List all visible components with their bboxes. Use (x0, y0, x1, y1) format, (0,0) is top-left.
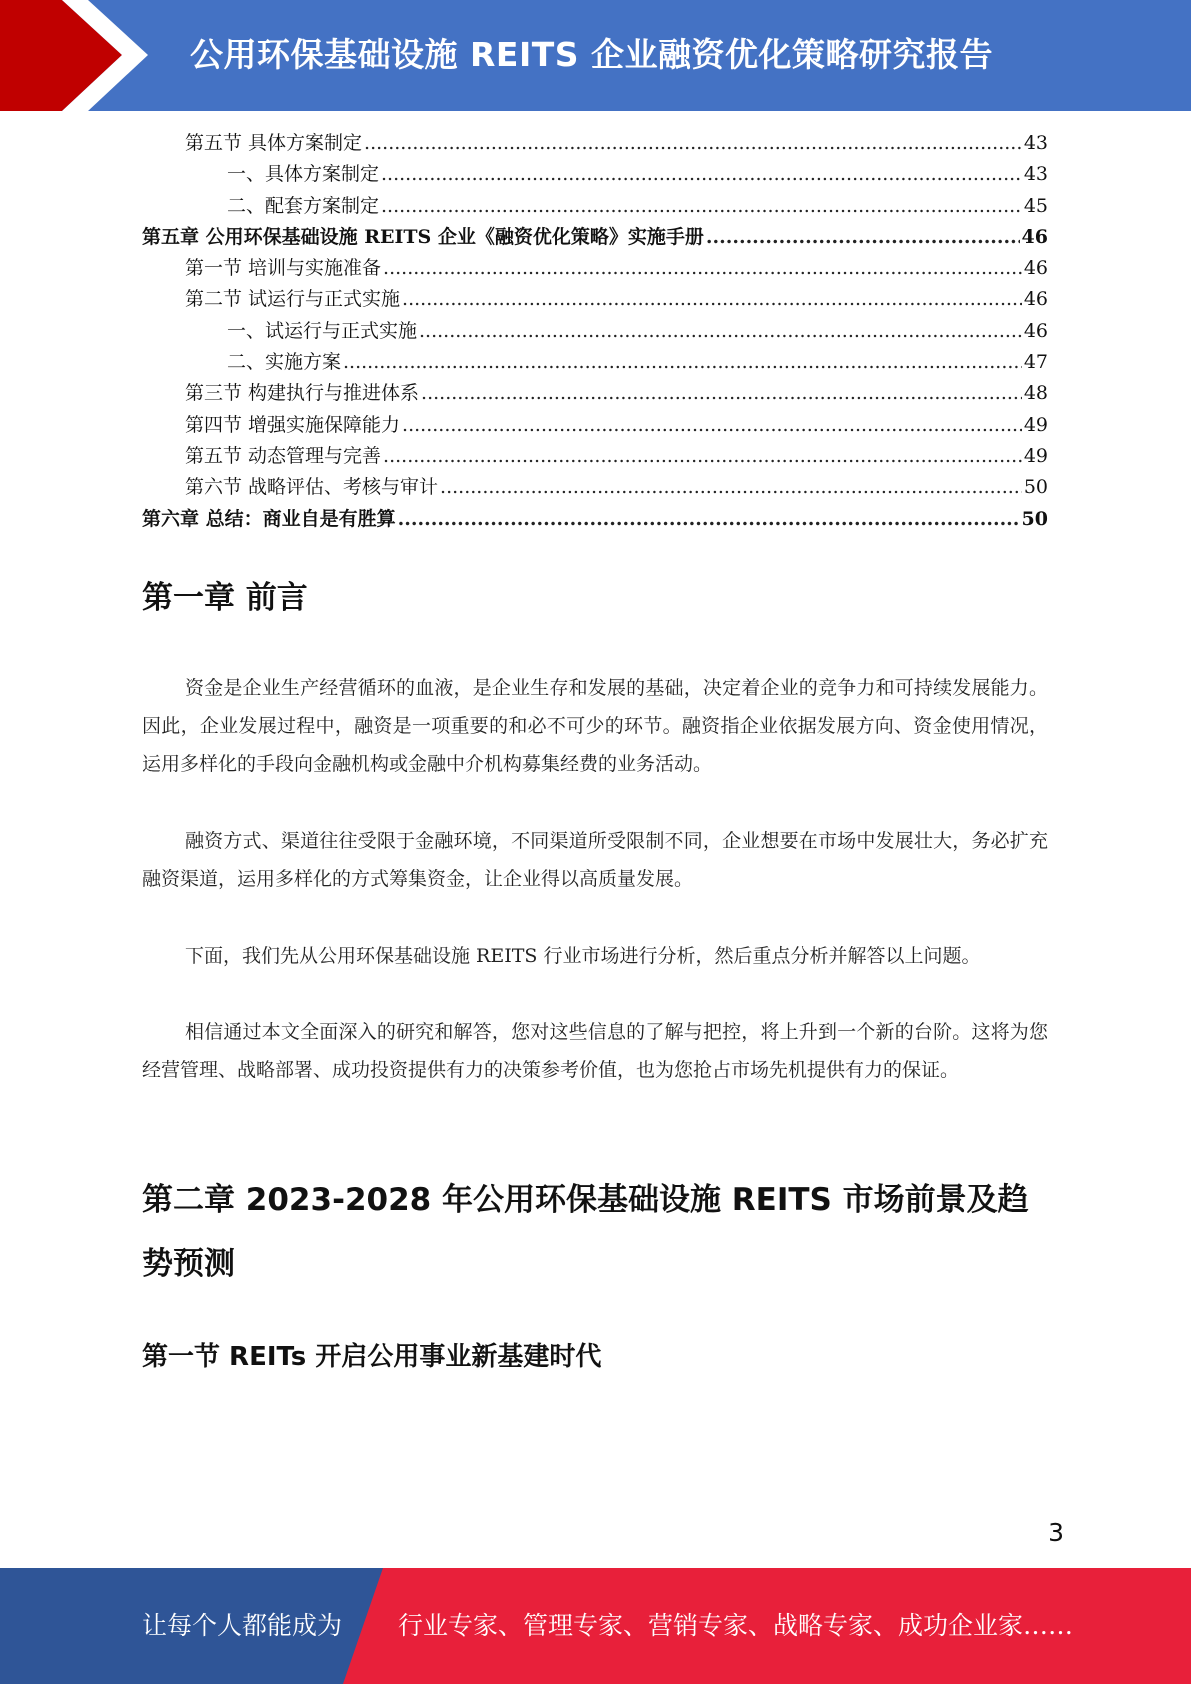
toc-entry-page: 43 (1023, 163, 1048, 186)
toc-entry-title: 第三节 构建执行与推进体系 (185, 382, 420, 405)
toc-entry-title: 第四节 增强实施保障能力 (185, 413, 401, 436)
toc-entry-page: 50 (1021, 507, 1048, 530)
toc-entry-title: 二、配套方案制定 (227, 194, 380, 217)
toc-dot-leader (398, 504, 1020, 535)
toc-entry-page: 46 (1023, 319, 1048, 342)
chapter-1-paragraph-2: 融资方式、渠道往往受限于金融环境，不同渠道所受限制不同，企业想要在市场中发展壮大，务必扩充融资渠道，运用多样化的方式筹集资金，让企业得以高质量发展。 (142, 830, 1048, 890)
chapter-2-section-1-heading: 第一节 REITs 开启公用事业新基建时代 (142, 1342, 602, 1372)
toc-entry[interactable] (142, 504, 1048, 535)
toc-entry-title: 一、具体方案制定 (227, 163, 380, 186)
toc-entry[interactable] (142, 191, 1048, 222)
toc-entry[interactable] (142, 410, 1048, 441)
toc-entry-title: 第二节 试运行与正式实施 (185, 288, 401, 311)
toc-entry-title: 第五章 公用环保基础设施 REITS 企业《融资优化策略》实施手册 (142, 225, 704, 248)
toc-dot-leader (383, 253, 1022, 284)
toc-entry-page: 45 (1023, 194, 1048, 217)
chapter-1-heading: 第一章 前言 (142, 580, 308, 616)
chapter-2-heading: 第二章 2023-2028 年公用环保基础设施 REITS 市场前景及趋势预测 (142, 1182, 1029, 1282)
toc-entry-title: 第六章 总结：商业自是有胜算 (142, 507, 396, 530)
toc-entry-title: 一、试运行与正式实施 (227, 319, 418, 342)
toc-entry-title: 第六节 战略评估、考核与审计 (185, 476, 439, 499)
toc-entry[interactable] (142, 316, 1048, 347)
chapter-1-paragraph-3: 下面，我们先从公用环保基础设施 REITS 行业市场进行分析，然后重点分析并解答以上问题。 (185, 945, 981, 967)
toc-entry[interactable] (142, 222, 1048, 253)
page-footer (0, 1568, 1191, 1684)
toc-entry-page: 49 (1023, 444, 1048, 467)
toc-dot-leader (383, 441, 1022, 472)
toc-entry[interactable] (142, 472, 1048, 503)
footer-slogan-left: 让每个人都能成为 (142, 1611, 343, 1640)
toc-dot-leader (381, 159, 1022, 190)
toc-entry[interactable] (142, 378, 1048, 409)
toc-entry-page: 50 (1023, 476, 1048, 499)
report-title: 公用环保基础设施 REITS 企业融资优化策略研究报告 (190, 35, 993, 74)
toc-entry[interactable] (142, 347, 1048, 378)
toc-dot-leader (440, 472, 1022, 503)
toc-entry[interactable] (142, 284, 1048, 315)
toc-entry-title: 二、实施方案 (227, 351, 342, 374)
toc-entry[interactable] (142, 128, 1048, 159)
toc-entry[interactable] (142, 253, 1048, 284)
toc-dot-leader (421, 378, 1022, 409)
toc-dot-leader (706, 222, 1020, 253)
toc-dot-leader (402, 410, 1022, 441)
toc-entry-page: 47 (1023, 351, 1048, 374)
toc-dot-leader (343, 347, 1022, 378)
toc-entry-page: 49 (1023, 413, 1048, 436)
page-header (0, 0, 1191, 111)
page-number: 3 (1048, 1518, 1064, 1547)
toc-dot-leader (381, 191, 1022, 222)
footer-slogan-right: 行业专家、管理专家、营销专家、战略专家、成功企业家…… (398, 1611, 1074, 1640)
toc-dot-leader (402, 284, 1022, 315)
chapter-1-paragraph-4: 相信通过本文全面深入的研究和解答，您对这些信息的了解与把控，将上升到一个新的台阶。这将为您经营管理、战略部署、成功投资提供有力的决策参考价值，也为您抢占市场先机提供有力的保证。 (142, 1021, 1048, 1081)
toc-dot-leader (364, 128, 1022, 159)
toc-entry-page: 43 (1023, 132, 1048, 154)
toc-entry-title: 第一节 培训与实施准备 (185, 257, 382, 280)
toc-dot-leader (419, 316, 1022, 347)
chapter-1-paragraph-1: 资金是企业生产经营循环的血液，是企业生存和发展的基础，决定着企业的竞争力和可持续发展能力。因此，企业发展过程中，融资是一项重要的和必不可少的环节。融资指企业依据发展方向、资金使用情况，运用多样化的手段向金融机构或金融中介机构募集经费的业务活动。 (142, 677, 1048, 775)
toc-entry-page: 46 (1023, 257, 1048, 280)
toc-entry-title: 第五节 动态管理与完善 (185, 444, 382, 467)
toc-entry[interactable] (142, 441, 1048, 472)
toc-entry-page: 46 (1021, 225, 1048, 248)
toc-entry-page: 48 (1023, 382, 1048, 405)
table-of-contents (142, 128, 1048, 535)
toc-entry-title: 第五节 具体方案制定 (185, 132, 363, 154)
toc-entry-page: 46 (1023, 288, 1048, 311)
toc-entry[interactable] (142, 159, 1048, 190)
